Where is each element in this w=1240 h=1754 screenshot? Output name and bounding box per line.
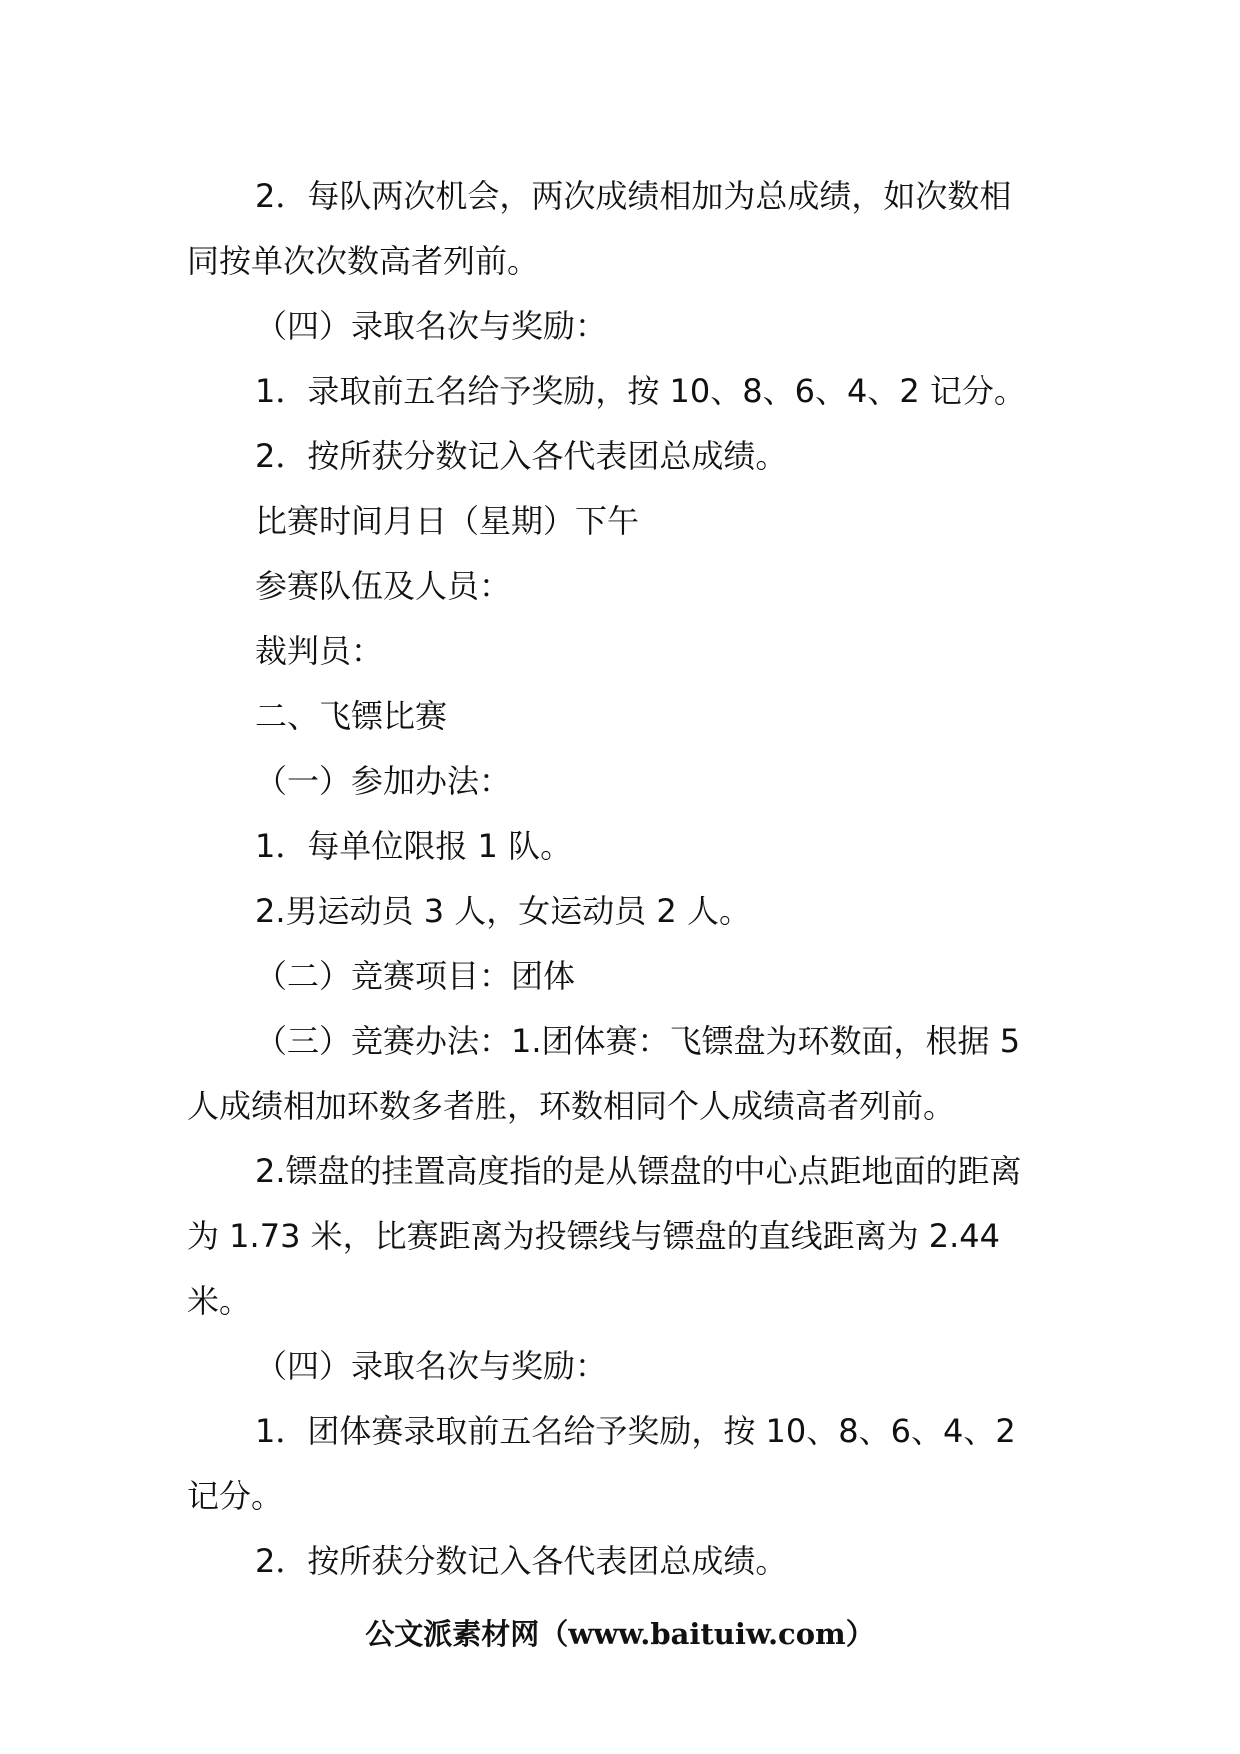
section-heading: （四）录取名次与奖励：	[255, 307, 608, 345]
section-heading: 二、飞镖比赛	[255, 697, 448, 735]
section-heading: （四）录取名次与奖励：	[255, 1347, 608, 1385]
footer-watermark: 公文派素材网（www.baituiw.com）	[365, 1617, 875, 1651]
paragraph-line: 2．每队两次机会，两次成绩相加为总成绩，如次数相	[255, 177, 1012, 215]
section-heading: （一）参加办法：	[255, 762, 512, 800]
paragraph-line: 比赛时间月日（星期）下午	[255, 502, 640, 540]
paragraph-line: 2．按所获分数记入各代表团总成绩。	[255, 437, 788, 475]
section-heading: （二）竞赛项目：团体	[255, 957, 576, 995]
paragraph-line: 米。	[187, 1282, 252, 1320]
paragraph-line: 2．按所获分数记入各代表团总成绩。	[255, 1542, 788, 1580]
paragraph-line: 1．每单位限报 1 队。	[255, 827, 573, 865]
document-body	[187, 164, 1057, 1594]
paragraph-line: 裁判员：	[255, 632, 384, 670]
paragraph-line: 1．录取前五名给予奖励，按 10、8、6、4、2 记分。	[255, 372, 1026, 410]
paragraph-line: 2.男运动员 3 人，女运动员 2 人。	[255, 892, 751, 930]
paragraph-line: 为 1.73 米，比赛距离为投镖线与镖盘的直线距离为 2.44	[187, 1217, 1001, 1255]
paragraph-line: 参赛队伍及人员：	[255, 567, 512, 605]
paragraph-line: （三）竞赛办法：1.团体赛：飞镖盘为环数面，根据 5	[255, 1022, 1021, 1060]
paragraph-line: 1．团体赛录取前五名给予奖励，按 10、8、6、4、2	[255, 1412, 1016, 1450]
paragraph-line: 记分。	[187, 1477, 284, 1515]
paragraph-line: 人成绩相加环数多者胜，环数相同个人成绩高者列前。	[187, 1087, 956, 1125]
paragraph-line: 2.镖盘的挂置高度指的是从镖盘的中心点距地面的距离	[255, 1152, 1022, 1190]
paragraph-line: 同按单次次数高者列前。	[187, 242, 540, 280]
